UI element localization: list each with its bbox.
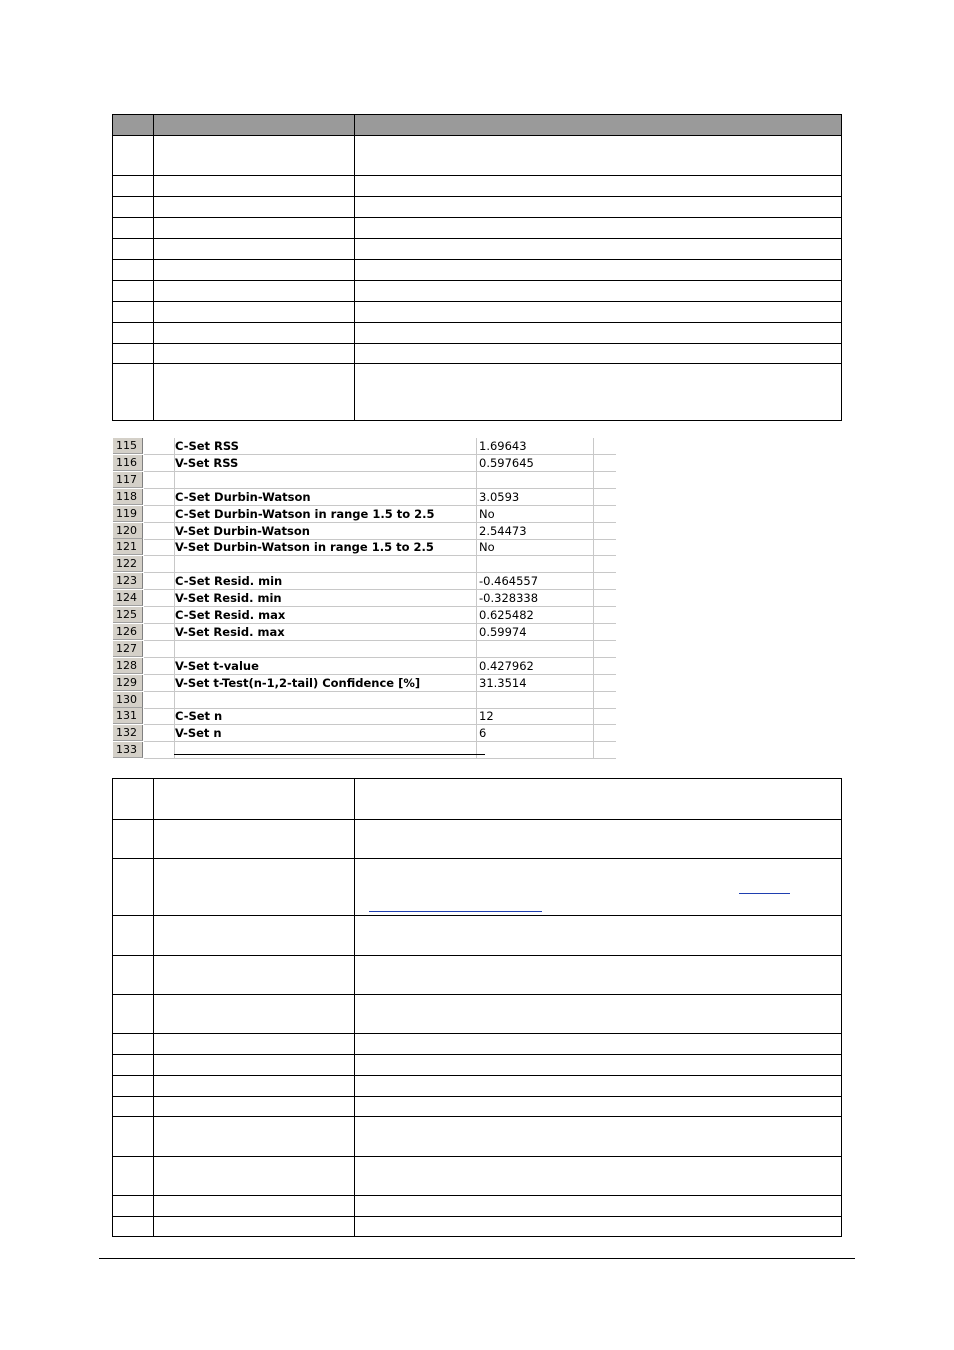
metric-value: 3.0593 [477,489,594,506]
spreadsheet-row [113,725,616,742]
table-cell [113,197,154,218]
table-cell [355,218,842,239]
spreadsheet-cell [144,438,175,455]
spreadsheet-cell [144,725,175,742]
table-cell [355,344,842,364]
row-number: 132 [113,725,143,741]
spreadsheet-cell [592,742,616,759]
table-cell [154,197,355,218]
metric-label: V-Set t-Test(n-1,2-tail) Confidence [%] [175,675,477,692]
table-cell [113,239,154,260]
spreadsheet-cell [144,658,175,675]
table-cell [113,176,154,197]
row-number: 122 [113,556,143,572]
table-cell [355,956,842,995]
row-number: 120 [113,523,143,539]
row-number: 117 [113,472,143,488]
metric-value: -0.464557 [477,573,594,590]
table-cell [355,239,842,260]
metric-value [477,472,594,489]
spreadsheet-cell [592,675,616,692]
spreadsheet-cell [144,692,175,709]
table-cell [113,779,154,820]
spreadsheet-row [113,438,616,455]
spreadsheet-cell [592,624,616,641]
metric-label: V-Set t-value [175,658,477,675]
spreadsheet-row [113,590,616,607]
spreadsheet-cell [144,675,175,692]
metric-label [175,742,477,759]
spreadsheet-row [113,539,616,556]
table-cell [154,859,355,916]
table-cell [355,779,842,820]
row-number: 128 [113,658,143,674]
metric-label: C-Set Resid. max [175,607,477,624]
table-cell [355,302,842,323]
top-table [112,114,842,421]
spreadsheet-cell [592,455,616,472]
table-cell [355,197,842,218]
table-cell [154,136,355,176]
spreadsheet-row [113,641,616,658]
table-cell [355,916,842,956]
metric-value: 1.69643 [477,438,594,455]
spreadsheet-cell [592,556,616,573]
metric-value: 0.427962 [477,658,594,675]
cell-underline [174,754,485,755]
table-cell [113,859,154,916]
metric-value: No [477,506,594,523]
table-cell [113,1196,154,1217]
spreadsheet-cell [592,506,616,523]
metric-value: 0.59974 [477,624,594,641]
row-number: 130 [113,692,143,708]
metric-value: -0.328338 [477,590,594,607]
metric-value: 0.597645 [477,455,594,472]
row-number: 129 [113,675,143,691]
spreadsheet-cell [592,708,616,725]
metric-value [477,641,594,658]
spreadsheet-view [113,438,616,760]
table-cell [154,1196,355,1217]
row-number: 125 [113,607,143,623]
row-number: 119 [113,506,143,522]
spreadsheet-row [113,573,616,590]
table-cell [355,323,842,344]
metric-label [175,556,477,573]
metric-label: C-Set Resid. min [175,573,477,590]
table-cell [355,176,842,197]
metric-label: C-Set RSS [175,438,477,455]
spreadsheet-cell [592,438,616,455]
spreadsheet-cell [144,472,175,489]
hyperlink-underline[interactable] [739,893,790,894]
table-cell [113,956,154,995]
metric-label: V-Set Durbin-Watson [175,523,477,540]
table-cell [355,1034,842,1055]
table-cell [113,302,154,323]
table-cell [355,364,842,421]
spreadsheet-cell [592,590,616,607]
table-cell [154,1117,355,1157]
spreadsheet-row [113,607,616,624]
table-cell [154,344,355,364]
spreadsheet-cell [592,489,616,506]
table-cell [113,344,154,364]
table-cell [355,1217,842,1237]
metric-value: 0.625482 [477,607,594,624]
table-cell [113,995,154,1034]
table-cell [113,820,154,859]
table-cell [113,1034,154,1055]
table-cell [154,1157,355,1196]
spreadsheet-cell [592,725,616,742]
spreadsheet-cell [592,573,616,590]
table-cell [113,281,154,302]
table-cell [154,239,355,260]
spreadsheet-cell [592,607,616,624]
spreadsheet-cell [592,641,616,658]
table-cell [154,1055,355,1076]
spreadsheet-row [113,658,616,675]
metric-value: 2.54473 [477,523,594,540]
metric-value: 31.3514 [477,675,594,692]
table-cell [355,995,842,1034]
table-cell [154,779,355,820]
table-cell [154,281,355,302]
table-cell [113,1157,154,1196]
metric-label: V-Set RSS [175,455,477,472]
header-cell-3 [355,115,842,136]
metric-label [175,641,477,658]
footer-rule [99,1258,855,1259]
table-cell [355,820,842,859]
header-cell-2 [154,115,355,136]
table-cell [113,1217,154,1237]
row-number: 133 [113,742,143,758]
table-cell [113,916,154,956]
spreadsheet-row [113,506,616,523]
spreadsheet-cell [144,573,175,590]
table-cell [154,820,355,859]
spreadsheet-row [113,472,616,489]
table-cell [154,1097,355,1117]
spreadsheet-cell [144,539,175,556]
row-number: 131 [113,708,143,724]
table-cell [355,260,842,281]
table-cell [113,1076,154,1097]
table-cell [154,1076,355,1097]
spreadsheet-cell [144,708,175,725]
table-cell [113,1055,154,1076]
row-number: 124 [113,590,143,606]
spreadsheet-cell [144,556,175,573]
row-number: 126 [113,624,143,640]
table-cell [154,323,355,344]
spreadsheet-cell [144,455,175,472]
metric-label: V-Set Durbin-Watson in range 1.5 to 2.5 [175,539,477,556]
table-cell [154,260,355,281]
table-cell [355,281,842,302]
table-cell [154,916,355,956]
row-number: 127 [113,641,143,657]
table-cell [355,1117,842,1157]
table-cell [113,260,154,281]
spreadsheet-cell [592,523,616,540]
spreadsheet-cell [144,523,175,540]
spreadsheet-row [113,455,616,472]
metric-value [477,556,594,573]
table-cell [154,1217,355,1237]
table-cell [154,218,355,239]
metric-label: C-Set Durbin-Watson [175,489,477,506]
spreadsheet-cell [144,641,175,658]
table-cell [355,136,842,176]
spreadsheet-row [113,742,616,759]
table-cell [355,859,842,916]
metric-label: V-Set Resid. max [175,624,477,641]
table-cell [355,1055,842,1076]
spreadsheet-cell [592,658,616,675]
header-cell-1 [113,115,154,136]
row-number: 123 [113,573,143,589]
metric-label [175,692,477,709]
spreadsheet-cell [144,607,175,624]
metric-value: 6 [477,725,594,742]
table-cell [154,364,355,421]
spreadsheet-row [113,523,616,540]
table-cell [355,1076,842,1097]
row-number: 118 [113,489,143,505]
table-cell [113,1097,154,1117]
metric-label: C-Set n [175,708,477,725]
table-cell [113,136,154,176]
spreadsheet-row [113,489,616,506]
spreadsheet-row [113,692,616,709]
metric-label: V-Set Resid. min [175,590,477,607]
metric-value [477,742,594,759]
table-cell [154,995,355,1034]
spreadsheet-cell [592,472,616,489]
row-number: 121 [113,539,143,555]
spreadsheet-row [113,556,616,573]
spreadsheet-cell [592,692,616,709]
metric-value [477,692,594,709]
spreadsheet-cell [144,506,175,523]
spreadsheet-row [113,675,616,692]
spreadsheet-cell [592,539,616,556]
bottom-table [112,778,842,1237]
metric-value: No [477,539,594,556]
spreadsheet-cell [144,624,175,641]
spreadsheet-row [113,708,616,725]
table-cell [154,1034,355,1055]
metric-label [175,472,477,489]
table-cell [355,1157,842,1196]
table-cell [113,218,154,239]
table-cell [355,1097,842,1117]
spreadsheet-row [113,624,616,641]
table-cell [154,302,355,323]
table-cell [154,956,355,995]
metric-label: V-Set n [175,725,477,742]
metric-value: 12 [477,708,594,725]
row-number: 116 [113,455,143,471]
table-cell [113,323,154,344]
spreadsheet-cell [144,590,175,607]
table-cell [355,1196,842,1217]
metric-label: C-Set Durbin-Watson in range 1.5 to 2.5 [175,506,477,523]
table-cell [113,364,154,421]
hyperlink-underline[interactable] [369,911,542,912]
spreadsheet-cell [144,742,175,759]
table-cell [154,176,355,197]
spreadsheet-cell [144,489,175,506]
row-number: 115 [113,438,143,454]
table-cell [113,1117,154,1157]
